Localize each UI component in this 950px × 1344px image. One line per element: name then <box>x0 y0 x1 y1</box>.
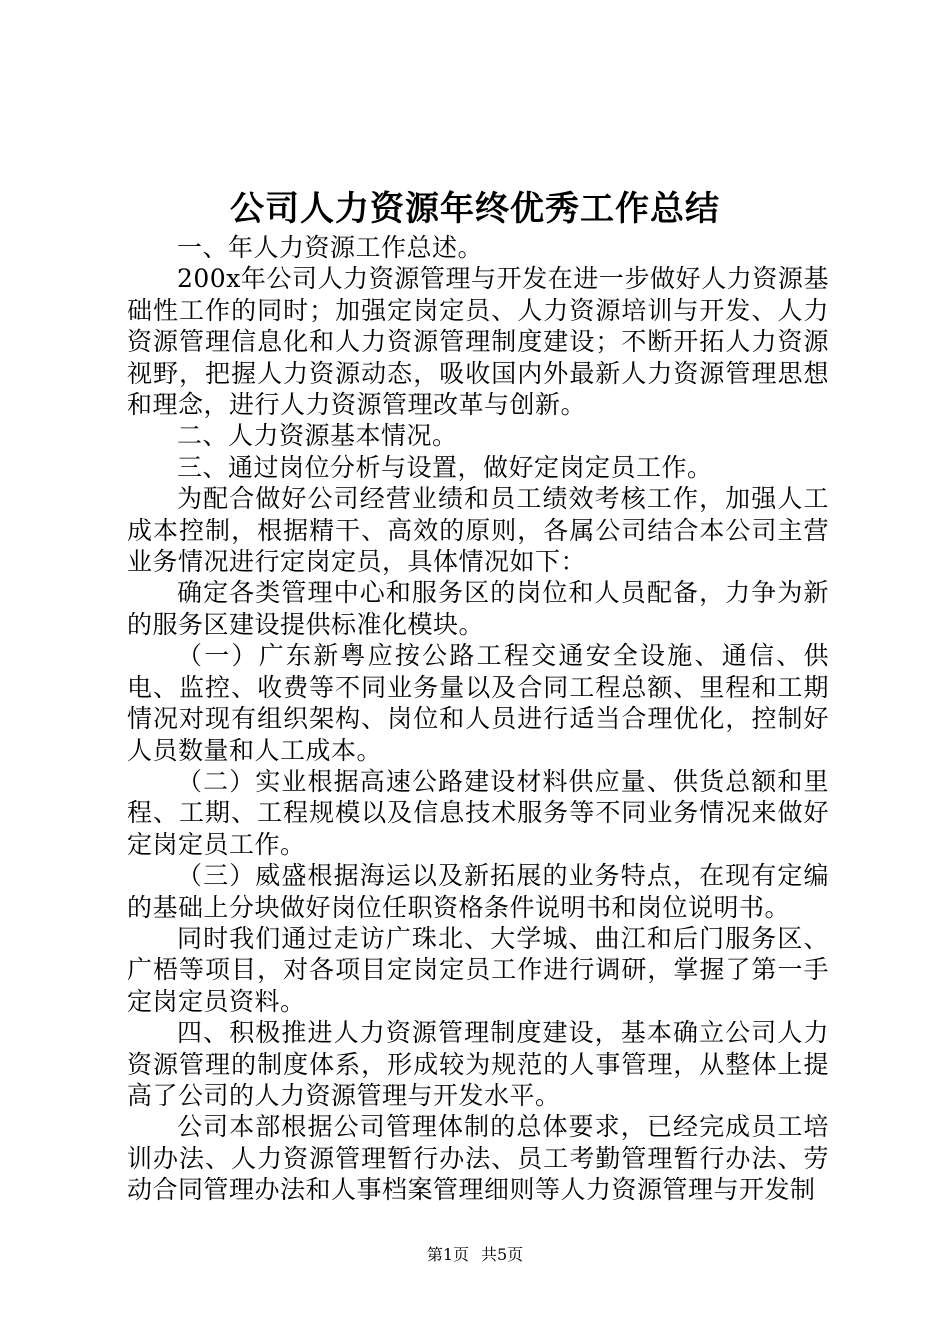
document-body <box>127 232 829 1206</box>
paragraph: （三）威盛根据海运以及新拓展的业务特点，在现有定编的基础上分块做好岗位任职资格条件说明书和岗位说明书。 <box>127 861 829 922</box>
page-number: 第1页 <box>426 1245 469 1264</box>
paragraph: 公司本部根据公司管理体制的总体要求，已经完成员工培训办法、人力资源管理暂行办法、员工考勤管理暂行办法、劳动合同管理办法和人事档案管理细则等人力资源管理与开发制 <box>127 1112 829 1205</box>
paragraph: 确定各类管理中心和服务区的岗位和人员配备，力争为新的服务区建设提供标准化模块。 <box>127 578 829 639</box>
paragraph: 200x年公司人力资源管理与开发在进一步做好人力资源基础性工作的同时；加强定岗定员、人力资源培训与开发、人力资源管理信息化和人力资源管理制度建设；不断开拓人力资源视野，把握人力资源动态，吸收国内外最新人力资源管理思想和理念，进行人力资源管理改革与创新。 <box>127 264 829 420</box>
paragraph: 同时我们通过走访广珠北、大学城、曲江和后门服务区、广梧等项目，对各项目定岗定员工作进行调研，掌握了第一手定岗定员资料。 <box>127 923 829 1016</box>
document-title: 公司人力资源年终优秀工作总结 <box>230 189 720 229</box>
paragraph: 三、通过岗位分析与设置，做好定岗定员工作。 <box>177 452 713 482</box>
paragraph: 一、年人力资源工作总述。 <box>177 233 484 262</box>
paragraph: 为配合做好公司经营业绩和员工绩效考核工作，加强人工成本控制，根据精干、高效的原则，各属公司结合本公司主营业务情况进行定岗定员，具体情况如下： <box>127 484 829 577</box>
paragraph: 二、人力资源基本情况。 <box>177 421 458 451</box>
paragraph: （一）广东新粤应按公路工程交通安全设施、通信、供电、监控、收费等不同业务量以及合同工程总额、里程和工期情况对现有组织架构、岗位和人员进行适当合理优化，控制好人员数量和人工成本。 <box>127 641 829 765</box>
page-footer <box>0 1244 950 1266</box>
paragraph: 四、积极推进人力资源管理制度建设，基本确立公司人力资源管理的制度体系，形成较为规范的人事管理，从整体上提高了公司的人力资源管理与开发水平。 <box>127 1018 829 1110</box>
paragraph: （二）实业根据高速公路建设材料供应量、供货总额和里程、工期、工程规模以及信息技术服务等不同业务情况来做好定岗定员工作。 <box>127 766 829 859</box>
page-total: 共5页 <box>481 1245 524 1264</box>
